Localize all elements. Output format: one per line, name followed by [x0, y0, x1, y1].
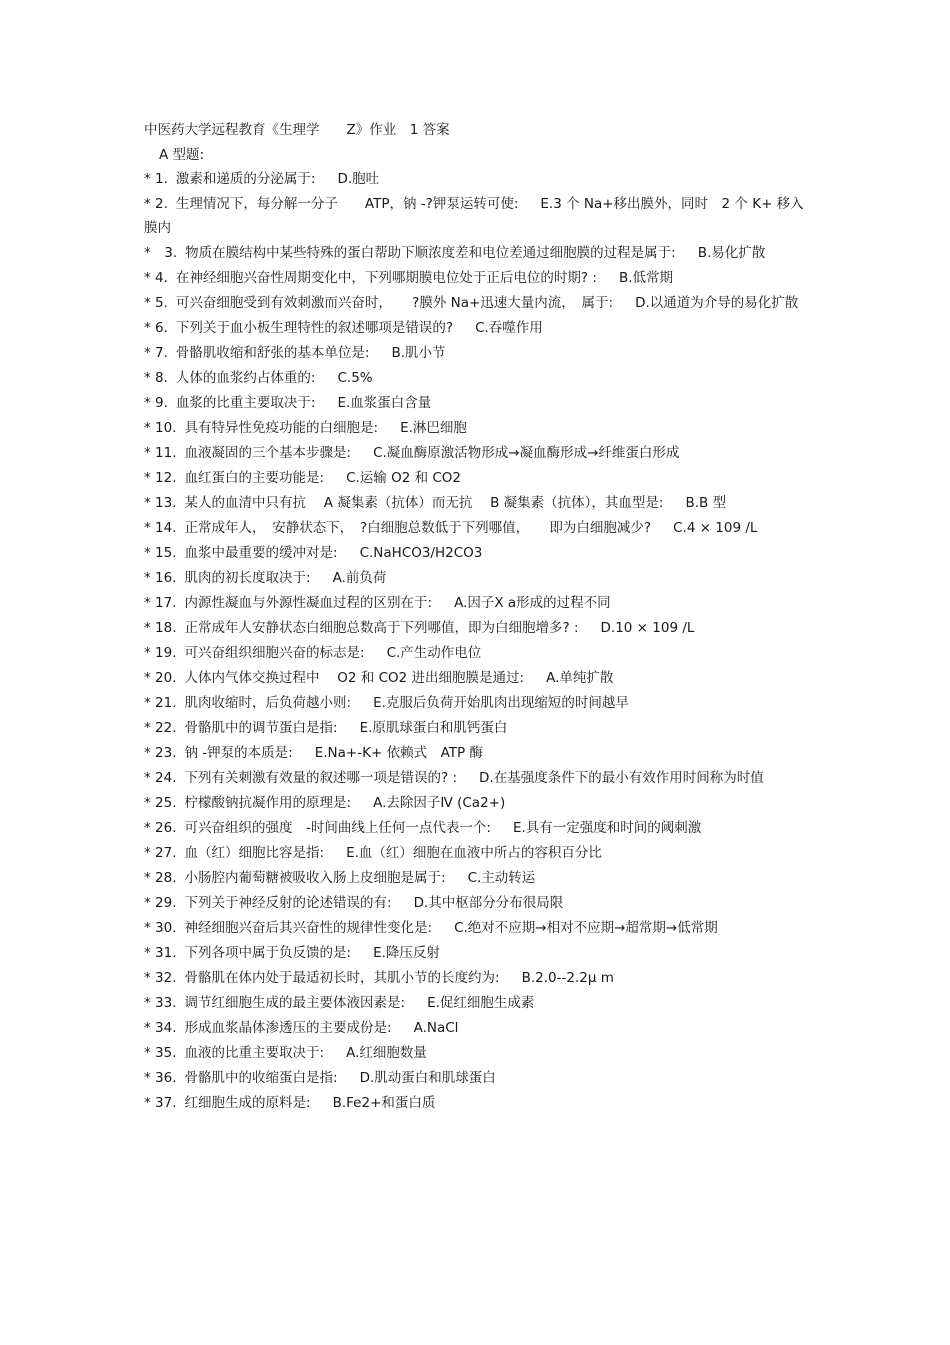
answer-text: D.10 × 109 /L: [600, 619, 695, 636]
answer-text: A.红细胞数量: [346, 1044, 427, 1061]
question-text: 肌肉收缩时，后负荷越小则:: [184, 694, 352, 711]
answer-text: A.NaCl: [413, 1019, 459, 1036]
answer-text: A.前负荷: [332, 569, 387, 586]
question-text: 生理情况下，每分解一分子 ATP，钠 -?钾泵运转可使:: [175, 196, 519, 212]
question-item: [144, 592, 809, 616]
question-text: 红细胞生成的原料是:: [184, 1094, 311, 1111]
answer-text: B.肌小节: [391, 344, 446, 361]
question-number: * 7.: [144, 344, 168, 361]
answer-text: B.B 型: [685, 494, 727, 511]
question-text: 具有特异性免疫功能的白细胞是:: [184, 419, 379, 436]
answer-text: D.以通道为介导的易化扩散: [635, 294, 799, 311]
question-text: 可兴奋组织的强度 -时间曲线上任何一点代表一个:: [184, 819, 491, 836]
question-number: * 33.: [144, 994, 177, 1011]
question-text: 骨骼肌在体内处于最适初长时，其肌小节的长度约为:: [184, 969, 500, 986]
answer-text: D.其中枢部分分布很局限: [413, 894, 564, 911]
question-text: 血液的比重主要取决于:: [184, 1044, 325, 1061]
question-item: [144, 767, 809, 791]
question-item: [144, 892, 809, 916]
answer-text: E.具有一定强度和时间的阈刺激: [512, 819, 702, 836]
answer-text: D.胞吐: [337, 171, 380, 187]
answer-text: E.促红细胞生成素: [427, 994, 535, 1011]
question-item: [144, 267, 809, 291]
question-number: * 13.: [144, 494, 177, 511]
question-item: [144, 967, 809, 991]
question-item: [144, 817, 809, 841]
question-item: [144, 942, 809, 966]
question-number: * 28.: [144, 869, 177, 886]
question-number: * 30.: [144, 919, 177, 936]
answer-text: C.绝对不应期→相对不应期→超常期→低常期: [454, 919, 718, 936]
question-text: 骨骼肌中的调节蛋白是指:: [184, 719, 338, 736]
question-text: 血红蛋白的主要功能是:: [184, 469, 325, 486]
answer-text: C.运输 O2 和 CO2: [346, 469, 462, 486]
answer-text: C.5%: [337, 369, 373, 386]
question-number: * 12.: [144, 469, 177, 486]
answer-text: E.血（红）细胞在血液中所占的容积百分比: [346, 844, 602, 861]
document-content: [144, 118, 809, 1117]
document-title: 中医药大学远程教育《生理学 Z》作业 1 答案: [144, 122, 450, 138]
question-text: 在神经细胞兴奋性周期变化中，下列哪期膜电位处于正后电位的时期? :: [175, 269, 597, 286]
answer-text: C.主动转运: [467, 869, 536, 886]
question-item: [144, 1092, 809, 1116]
question-item: [144, 617, 809, 641]
question-text: 肌肉的初长度取决于:: [184, 569, 311, 586]
question-number: * 37.: [144, 1094, 177, 1111]
question-item: [144, 917, 809, 941]
question-number: * 32.: [144, 969, 177, 986]
question-item: [144, 667, 809, 691]
question-number: * 27.: [144, 844, 177, 861]
question-item: [144, 1042, 809, 1066]
answer-text: E.3 个 Na+移出膜外，同时 2 个 K+ 移入膜内: [144, 196, 804, 236]
question-number: * 29.: [144, 894, 177, 911]
section-heading: A 型题:: [159, 147, 205, 163]
question-item: [144, 642, 809, 666]
question-text: 下列关于神经反射的论述错误的有:: [184, 894, 392, 911]
question-item: [144, 542, 809, 566]
question-text: 下列有关刺激有效量的叙述哪一项是错误的? :: [184, 769, 458, 786]
question-number: * 15.: [144, 544, 177, 561]
question-item: [144, 417, 809, 441]
question-text: 内源性凝血与外源性凝血过程的区别在于:: [184, 594, 433, 611]
question-number: * 35.: [144, 1044, 177, 1061]
question-number: * 19.: [144, 644, 177, 661]
question-item: [144, 1067, 809, 1091]
question-number: * 31.: [144, 944, 177, 961]
question-text: 某人的血清中只有抗 A 凝集素（抗体）而无抗 B 凝集素（抗体），其血型是:: [184, 494, 664, 511]
question-item: [144, 792, 809, 816]
question-text: 血浆中最重要的缓冲对是:: [184, 544, 338, 561]
question-number: * 2.: [144, 196, 168, 212]
question-text: 小肠腔内葡萄糖被吸收入肠上皮细胞是属于:: [184, 869, 446, 886]
question-number: * 5.: [144, 294, 168, 311]
answer-text: B.2.0--2.2μ m: [521, 969, 614, 986]
question-number: * 36.: [144, 1069, 177, 1086]
question-item: [144, 867, 809, 891]
answer-text: C.NaHCO3/H2CO3: [359, 544, 483, 561]
answer-text: D.肌动蛋白和肌球蛋白: [359, 1069, 496, 1086]
question-item: [144, 442, 809, 466]
question-item: [144, 467, 809, 491]
question-number: * 3.: [144, 244, 178, 261]
question-number: * 4.: [144, 269, 168, 286]
question-item: [144, 292, 809, 316]
question-text: 激素和递质的分泌属于:: [175, 171, 316, 187]
question-number: * 14.: [144, 519, 177, 536]
question-text: 可兴奋组织细胞兴奋的标志是:: [184, 644, 365, 661]
question-number: * 8.: [144, 369, 168, 386]
answer-text: D.在基强度条件下的最小有效作用时间称为时值: [479, 769, 764, 786]
question-number: * 24.: [144, 769, 177, 786]
question-text: 血液凝固的三个基本步骤是:: [184, 444, 352, 461]
question-item: [144, 1017, 809, 1041]
question-item: [144, 992, 809, 1016]
question-number: * 18.: [144, 619, 177, 636]
question-number: * 17.: [144, 594, 177, 611]
answer-text: E.血浆蛋白含量: [337, 394, 432, 411]
question-number: * 21.: [144, 694, 177, 711]
answer-text: A.因子Ⅹ a形成的过程不同: [454, 594, 611, 611]
question-text: 神经细胞兴奋后其兴奋性的规律性变化是:: [184, 919, 433, 936]
answer-text: B.低常期: [618, 269, 673, 286]
question-item: [144, 567, 809, 591]
question-item: [144, 517, 809, 541]
question-number: * 10.: [144, 419, 177, 436]
answer-text: E.原肌球蛋白和肌钙蛋白: [359, 719, 508, 736]
question-text: 人体的血浆约占体重的:: [175, 369, 316, 386]
question-text: 调节红细胞生成的最主要体液因素是:: [184, 994, 406, 1011]
question-text: 下列关于血小板生理特性的叙述哪项是错误的?: [175, 319, 454, 336]
answer-text: E.降压反射: [373, 944, 440, 961]
question-number: * 16.: [144, 569, 177, 586]
question-text: 形成血浆晶体渗透压的主要成份是:: [184, 1019, 392, 1036]
answer-text: A.去除因子Ⅳ (Ca2+): [373, 794, 506, 811]
question-text: 物质在膜结构中某些特殊的蛋白帮助下顺浓度差和电位差通过细胞膜的过程是属于:: [185, 244, 676, 261]
question-text: 骨骼肌收缩和舒张的基本单位是:: [175, 344, 370, 361]
question-number: * 1.: [144, 171, 168, 187]
question-item: [144, 392, 809, 416]
question-item: [144, 492, 809, 516]
question-text: 血（红）细胞比容是指:: [184, 844, 325, 861]
answer-text: E.Na+-K+ 依赖式 ATP 酶: [314, 744, 483, 761]
question-text: 可兴奋细胞受到有效刺激而兴奋时， ?膜外 Na+迅速大量内流， 属于:: [175, 294, 614, 311]
question-text: 正常成年人， 安静状态下， ?白细胞总数低于下列哪值， 即为白细胞减少?: [184, 519, 652, 536]
question-text: 下列各项中属于负反馈的是:: [184, 944, 352, 961]
question-item: [144, 742, 809, 766]
question-item: [144, 692, 809, 716]
answer-text: C.4 × 109 /L: [673, 519, 758, 536]
question-text: 钠 -钾泵的本质是:: [184, 744, 293, 761]
answer-text: B.Fe2+和蛋白质: [332, 1094, 436, 1111]
question-number: * 26.: [144, 819, 177, 836]
answer-text: C.产生动作电位: [386, 644, 482, 661]
answer-text: E.淋巴细胞: [400, 419, 467, 436]
question-item: [144, 168, 809, 192]
question-number: * 22.: [144, 719, 177, 736]
answer-text: C.吞噬作用: [475, 319, 543, 336]
answer-text: A.单纯扩散: [546, 669, 614, 686]
question-number: * 6.: [144, 319, 168, 336]
question-item: [144, 842, 809, 866]
question-list: [144, 168, 809, 1115]
question-text: 血浆的比重主要取决于:: [175, 394, 316, 411]
question-item: [144, 317, 809, 341]
question-item: [144, 193, 809, 240]
question-number: * 9.: [144, 394, 168, 411]
question-text: 人体内气体交换过程中 O2 和 CO2 进出细胞膜是通过:: [184, 669, 525, 686]
question-item: [144, 342, 809, 366]
question-number: * 25.: [144, 794, 177, 811]
answer-text: B.易化扩散: [697, 244, 766, 261]
question-item: [144, 717, 809, 741]
question-number: * 20.: [144, 669, 177, 686]
question-text: 正常成年人安静状态白细胞总数高于下列哪值，即为白细胞增多? :: [184, 619, 579, 636]
question-number: * 23.: [144, 744, 177, 761]
question-number: * 11.: [144, 444, 177, 461]
question-number: * 34.: [144, 1019, 177, 1036]
question-text: 柠檬酸钠抗凝作用的原理是:: [184, 794, 352, 811]
answer-text: E.克服后负荷开始肌肉出现缩短的时间越早: [373, 694, 629, 711]
answer-text: C.凝血酶原激活物形成→凝血酶形成→纤维蛋白形成: [373, 444, 680, 461]
question-text: 骨骼肌中的收缩蛋白是指:: [184, 1069, 338, 1086]
question-item: [144, 242, 809, 266]
question-item: [144, 367, 809, 391]
